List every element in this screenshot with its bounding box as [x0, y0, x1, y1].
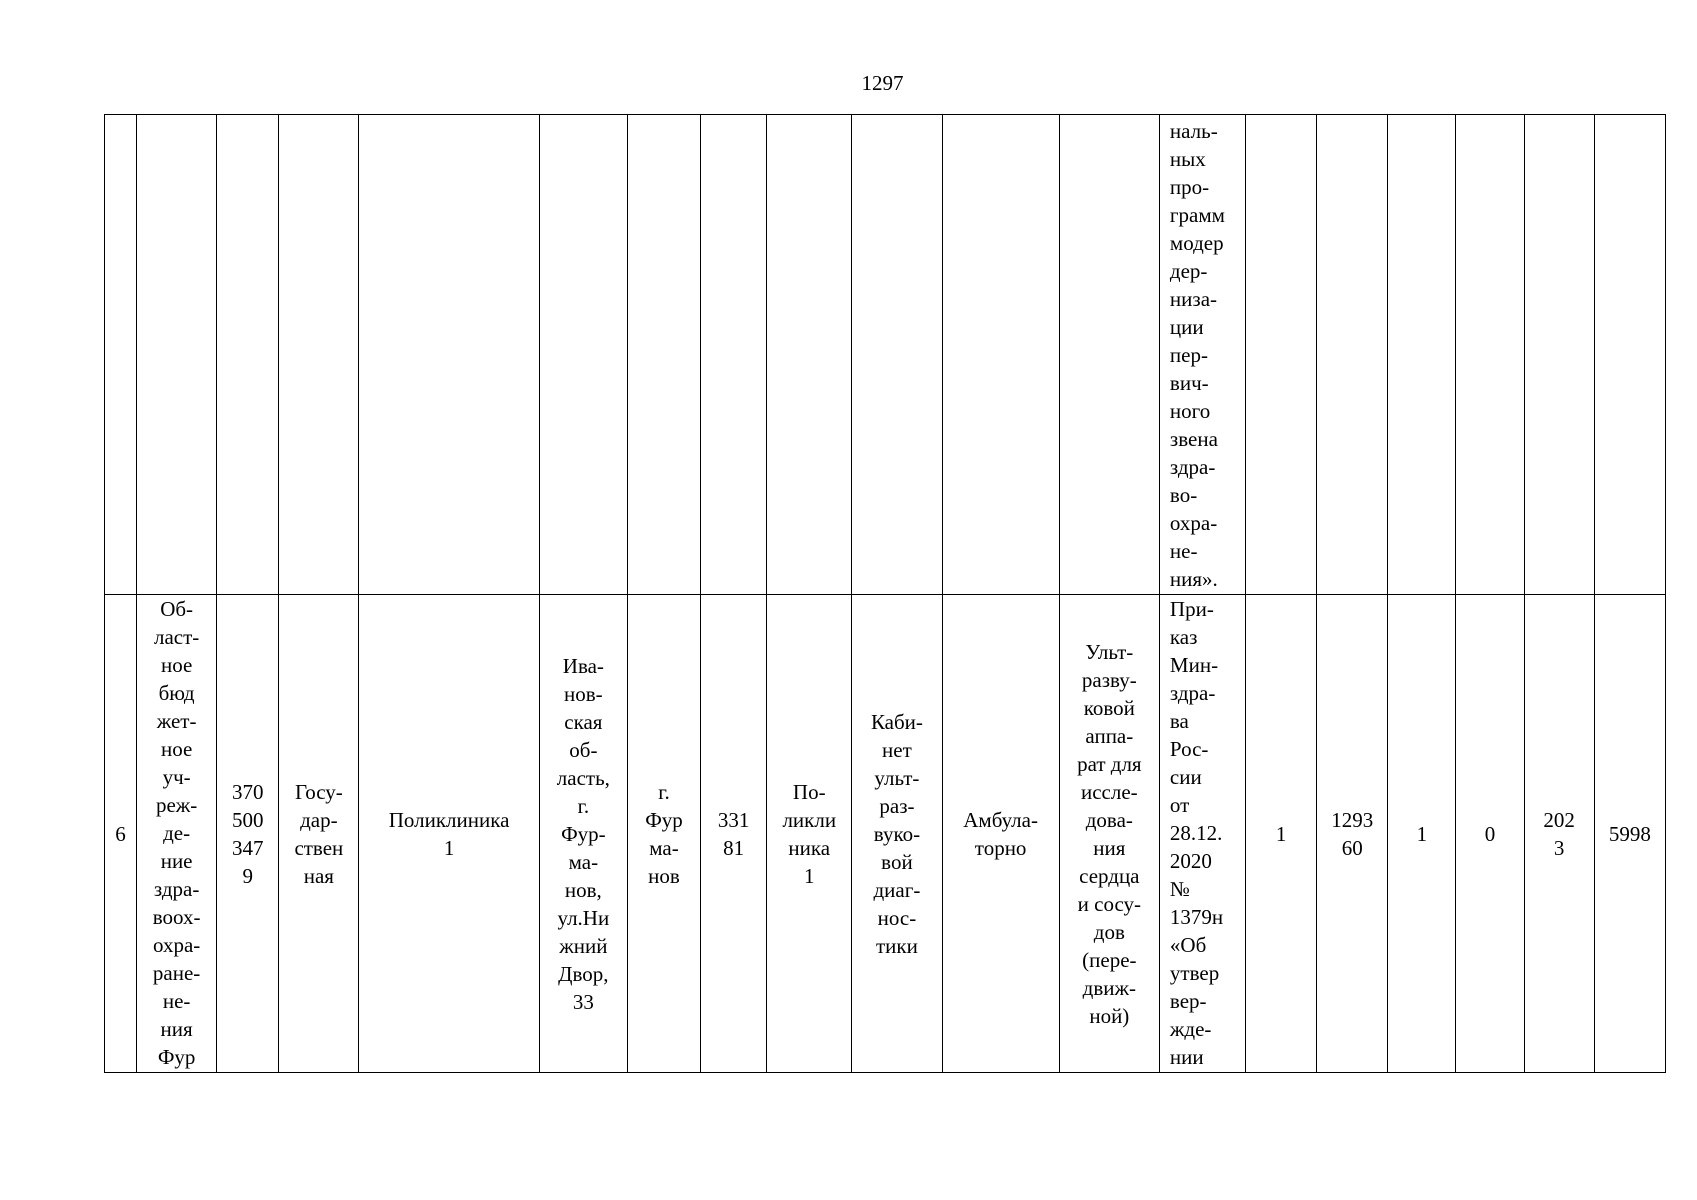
cell-order: При- каз Мин- здра- ва Рос- сии от 28.12. 2020 № 1379н «Об утвер вер- жде- нии: [1159, 595, 1245, 1073]
cell-empty: [767, 115, 852, 595]
cell-value-a: 1293 60: [1317, 595, 1388, 1073]
cell-address: Ива- нов- ская об- ласть, г. Фур- ма- нов, ул.Ни жний Двор, 33: [539, 595, 627, 1073]
cell-order-continuation: наль- ных про- грамм модер дер- низа- ции пер- вич- ного звена здра- во- охра- не- ния».: [1159, 115, 1245, 595]
cell-empty: [1246, 115, 1317, 595]
table-row-continuation: [105, 115, 1666, 595]
cell-equipment: Ульт- разву- ковой аппа- рат для иссле- дова- ния сердца и сосу- дов (пере- движ- ной): [1059, 595, 1159, 1073]
cell-total: 5998: [1594, 595, 1665, 1073]
cell-empty: [137, 115, 217, 595]
cell-empty: [1524, 115, 1594, 595]
cell-care-type: Амбула- торно: [942, 595, 1059, 1073]
cell-value-c: 0: [1456, 595, 1524, 1073]
cell-empty: [627, 115, 700, 595]
cell-city: г. Фур ма- нов: [627, 595, 700, 1073]
page-number: 1297: [861, 71, 904, 95]
cell-empty: [942, 115, 1059, 595]
cell-empty: [1456, 115, 1524, 595]
cell-code: 331 81: [701, 595, 767, 1073]
cell-empty: [279, 115, 359, 595]
cell-empty: [105, 115, 137, 595]
cell-quantity: 1: [1246, 595, 1317, 1073]
cell-empty: [1317, 115, 1388, 595]
cell-empty: [539, 115, 627, 595]
cell-empty: [217, 115, 279, 595]
cell-subunit: По- ликли ника 1: [767, 595, 852, 1073]
document-table: [104, 114, 1666, 1073]
cell-empty: [359, 115, 539, 595]
cell-unit: Поликлиника 1: [359, 595, 539, 1073]
cell-row-number: 6: [105, 595, 137, 1073]
cell-empty: [852, 115, 942, 595]
cell-empty: [1388, 115, 1456, 595]
table-row-entry: [105, 595, 1666, 1073]
cell-empty: [1059, 115, 1159, 595]
cell-value-b: 1: [1388, 595, 1456, 1073]
cell-institution: Об- ласт- ное бюд жет- ное уч- реж- де- ние здра- воох- охра- ране- не- ния Фур: [137, 595, 217, 1073]
cell-inn: 370 500 347 9: [217, 595, 279, 1073]
cell-empty: [1594, 115, 1665, 595]
cell-empty: [701, 115, 767, 595]
cell-room: Каби- нет ульт- раз- вуко- вой диаг- нос- тики: [852, 595, 942, 1073]
cell-year: 202 3: [1524, 595, 1594, 1073]
cell-ownership: Госу- дар- ствен ная: [279, 595, 359, 1073]
